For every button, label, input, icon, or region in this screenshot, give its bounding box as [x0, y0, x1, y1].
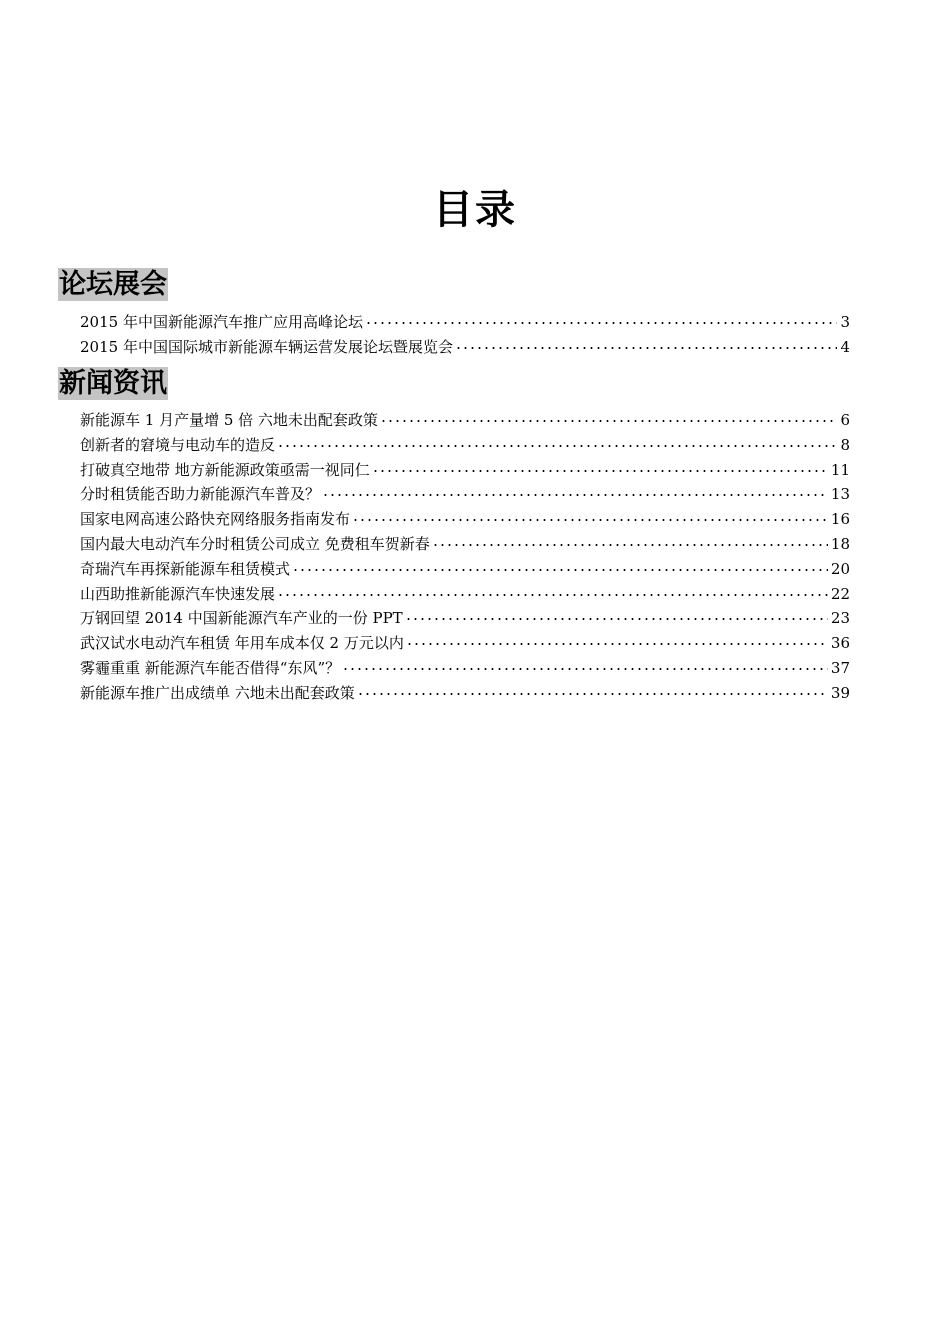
toc-entry[interactable] — [80, 532, 850, 557]
toc-entry-page: 37 — [830, 658, 850, 677]
toc-entry[interactable] — [80, 606, 850, 631]
toc-entry[interactable] — [80, 408, 850, 433]
dot-leader — [365, 322, 838, 324]
toc-entry-page: 23 — [830, 609, 850, 628]
toc-entry-page: 36 — [830, 634, 850, 653]
dot-leader — [277, 445, 837, 447]
toc-entry[interactable] — [80, 335, 850, 360]
toc-entry[interactable] — [80, 582, 850, 607]
toc-entry-title: 新能源车推广出成绩单 六地未出配套政策 — [80, 683, 355, 702]
dot-leader — [342, 668, 828, 670]
toc-entry-title: 国内最大电动汽车分时租赁公司成立 免费租车贺新春 — [80, 534, 430, 553]
toc-entry-page: 13 — [830, 485, 850, 504]
dot-leader — [372, 470, 828, 472]
page-title: 目录 — [433, 187, 517, 233]
toc-entry-title: 国家电网高速公路快充网络服务指南发布 — [80, 510, 351, 529]
toc-entry-title: 武汉试水电动汽车租赁 年用车成本仅 2 万元以内 — [80, 634, 404, 653]
toc-entry-page: 4 — [840, 337, 850, 356]
dot-leader — [380, 420, 838, 422]
toc-entry-title: 新能源车 1 月产量增 5 倍 六地未出配套政策 — [80, 411, 378, 429]
toc-entry-page: 22 — [830, 584, 850, 603]
toc-entry[interactable] — [80, 681, 850, 706]
toc-entry-page: 20 — [830, 559, 850, 578]
toc-entry[interactable] — [80, 310, 850, 335]
section-heading-forum-expo: 论坛展会 — [59, 269, 167, 300]
dot-leader — [322, 494, 828, 496]
dot-leader — [292, 569, 828, 571]
dot-leader — [455, 347, 838, 349]
toc-entry-title: 创新者的窘境与电动车的造反 — [80, 435, 276, 454]
dot-leader — [357, 693, 828, 695]
dot-leader — [405, 618, 828, 620]
toc-entry-page: 6 — [840, 411, 850, 429]
toc-entry-page: 11 — [830, 460, 850, 479]
toc-entry-page: 8 — [840, 435, 850, 454]
toc-entry[interactable] — [80, 557, 850, 582]
toc-entry-page: 3 — [840, 313, 850, 331]
toc-entry[interactable] — [80, 433, 850, 458]
toc-entry[interactable] — [80, 656, 850, 681]
toc-entry-title: 2015 年中国国际城市新能源车辆运营发展论坛暨展览会 — [80, 337, 453, 356]
toc-entry-title: 雾霾重重 新能源汽车能否借得“东风”？ — [80, 658, 341, 677]
toc-entry-page: 16 — [830, 510, 850, 529]
dot-leader — [406, 643, 828, 645]
toc-list-forum-expo — [80, 310, 850, 360]
toc-entry[interactable] — [80, 507, 850, 532]
toc-entry-page: 39 — [830, 683, 850, 702]
toc-entry-title: 分时租赁能否助力新能源汽车普及？ — [80, 485, 321, 504]
toc-entry-title: 2015 年中国新能源汽车推广应用高峰论坛 — [80, 313, 363, 331]
toc-entry[interactable] — [80, 631, 850, 656]
toc-entry[interactable] — [80, 482, 850, 507]
toc-entry-page: 18 — [830, 534, 850, 553]
toc-entry-title: 山西助推新能源汽车快速发展 — [80, 584, 276, 603]
toc-list-news — [80, 408, 850, 706]
toc-entry-title: 奇瑞汽车再探新能源车租赁模式 — [80, 559, 291, 578]
dot-leader — [432, 544, 828, 546]
toc-entry[interactable] — [80, 458, 850, 483]
section-heading-news: 新闻资讯 — [59, 368, 167, 399]
toc-entry-title: 万钢回望 2014 中国新能源汽车产业的一份 PPT — [80, 609, 403, 628]
dot-leader — [277, 594, 828, 596]
toc-entry-title: 打破真空地带 地方新能源政策亟需一视同仁 — [80, 460, 370, 479]
dot-leader — [352, 519, 828, 521]
